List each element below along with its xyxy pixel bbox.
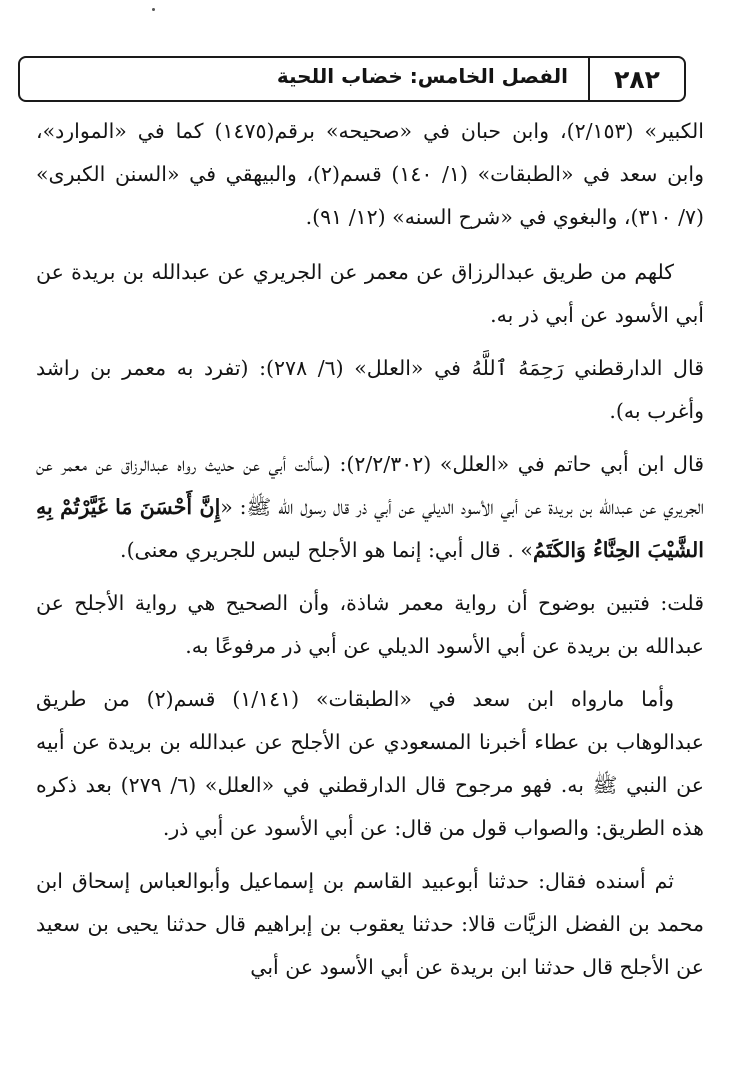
paragraph-text-before: قال ابن أبي حاتم في «العلل» (٢/٢/٣٠٢): (سألت أبي عن حديث رواه عبدالرزاق عن معمر عن الجريري عن عبدالله بن بريدة عن أبي الأسود الديلي عن أبي ذر قال رسول الله ﷺ: « bbox=[36, 452, 704, 519]
paragraph-chain: كلهم من طريق عبدالرزاق عن معمر عن الجريري عن عبدالله بن بريدة عن أبي الأسود عن أبي ذر به. bbox=[36, 260, 704, 327]
paragraph-continuation: الكبير» (٢/١٥٣)، وابن حبان في «صحيحه» برقم(١٤٧٥) كما في «الموارد»، وابن سعد في «الطبقات» (١/ ١٤٠) قسم(٢)، والبيهقي في «السنن الكبرى» (٧/ ٣١٠)، والبغوي في «شرح السنه» (١٢/ ٩١). bbox=[36, 119, 704, 229]
hadith-quote: إِنَّ أَحْسَنَ مَا غَيَّرْتُمْ بِهِ الشَّيْبَ الحِنَّاءُ وَالكَتَمُ bbox=[36, 495, 704, 562]
paragraph-daraqutni: قال الدارقطني رَحِمَهُ ٱللَّهُ في «العلل» (٦/ ٢٧٨): (تفرد به معمر بن راشد وأغرب به). bbox=[36, 356, 704, 423]
paragraph-isnad: ثم أسنده فقال: حدثنا أبوعبيد القاسم بن إسماعيل وأبوالعباس إسحاق ابن محمد بن الفضل الزيَّات قالا: حدثنا يعقوب بن إبراهيم قال حدثنا يحيى بن سعيد عن الأجلح قال حدثنا ابن بريدة عن أبي الأسود عن أبي bbox=[36, 869, 704, 979]
paragraph-conclusion: قلت: فتبين بوضوح أن رواية معمر شاذة، وأن الصحيح هي رواية الأجلح عن عبدالله بن بريدة عن أبي الأسود الديلي عن أبي ذر مرفوعًا به. bbox=[36, 591, 704, 658]
page-body bbox=[36, 110, 704, 999]
running-header bbox=[18, 56, 686, 102]
running-title: الفصل الخامس: خضاب اللحية bbox=[276, 64, 568, 88]
paragraph-text-after: » . قال أبي: إنما هو الأجلح ليس للجريري معنى). bbox=[120, 538, 533, 562]
page-number: ٢٨٢ bbox=[614, 64, 660, 94]
paragraph-ibn-abi-hatim bbox=[36, 443, 704, 572]
paragraph-ibn-saad: وأما مارواه ابن سعد في «الطبقات» (١/١٤١) قسم(٢) من طريق عبدالوهاب بن عطاء أخبرنا المسعودي عن الأجلح عن عبدالله بن بريدة عن أبيه عن النبي ﷺ به. فهو مرجوح قال الدارقطني في «العلل» (٦/ ٢٧٩) بعد ذكره هذه الطريق: والصواب قول من قال: عن أبي الأسود عن أبي ذر. bbox=[36, 687, 704, 840]
page-number-box bbox=[588, 56, 684, 102]
scan-speck bbox=[152, 8, 155, 11]
